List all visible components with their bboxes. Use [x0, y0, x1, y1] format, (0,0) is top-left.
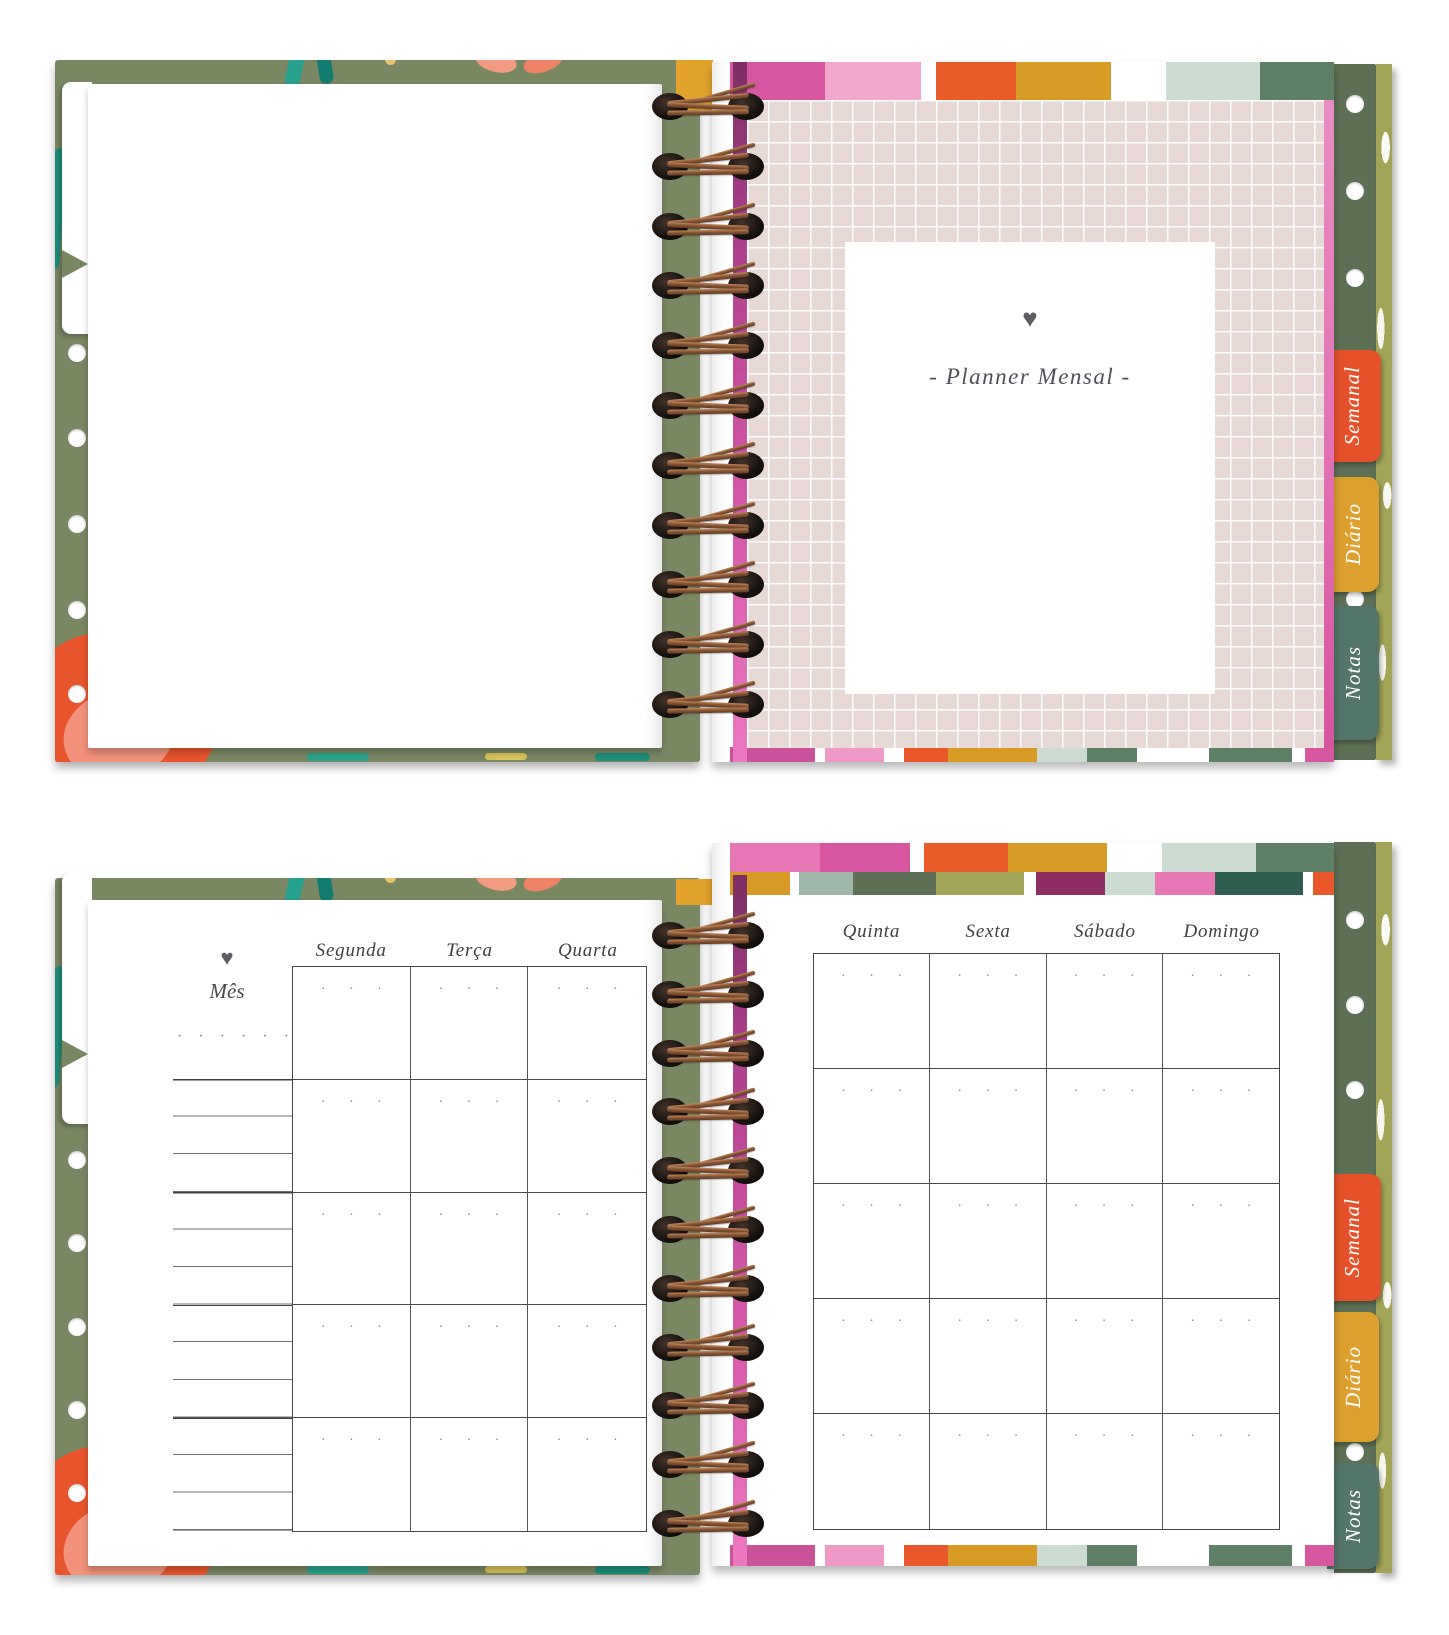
calendar-cell	[814, 1069, 930, 1184]
spiral-coil	[652, 1447, 764, 1483]
page-edge-stripe	[825, 747, 885, 762]
leaf-pattern-icon	[307, 1566, 369, 1574]
calendar-cell	[528, 1418, 646, 1531]
day-header: Domingo	[1183, 921, 1260, 942]
calendar-cell	[814, 954, 930, 1069]
page-edge-stripe	[1107, 843, 1162, 872]
coil-wire	[667, 528, 749, 534]
calendar-cell	[293, 1193, 411, 1306]
page-edge-stripe	[1303, 872, 1313, 895]
divider-tab-diario	[1327, 1312, 1379, 1442]
cover-punch-hole	[1346, 182, 1364, 200]
cover-punch-hole	[68, 1234, 86, 1252]
calendar-left-half	[292, 940, 647, 1532]
day-header: Sexta	[965, 921, 1011, 942]
calendar-cell	[1163, 1414, 1279, 1529]
spiral-coil	[652, 209, 764, 245]
cell-dots: · · ·	[1190, 1199, 1252, 1214]
page-edge-stripe	[799, 872, 853, 895]
calendar-cell	[814, 1414, 930, 1529]
spiral-coil	[652, 1094, 764, 1130]
cover-punch-hole	[68, 429, 86, 447]
tab-label: Notas	[1340, 645, 1365, 700]
flower-pattern-icon	[385, 60, 396, 65]
page-edge-stripe	[1008, 843, 1108, 872]
page-edge-stripe	[1036, 872, 1105, 895]
spiral-coil	[652, 1153, 764, 1189]
page-edge-stripe	[1256, 843, 1334, 872]
page-edge-stripe	[924, 843, 1008, 872]
page-edge-stripes	[730, 1545, 1334, 1566]
left-cover-holes	[68, 57, 86, 769]
page-edge-stripe	[1087, 1545, 1137, 1566]
spiral-binding	[652, 833, 764, 1580]
heart-icon: ♥	[1022, 304, 1038, 333]
cell-dots: · · ·	[1190, 1084, 1252, 1099]
page-edge-stripe	[1105, 872, 1155, 895]
flower-pattern-icon	[385, 878, 396, 883]
planner-spread-bottom	[55, 833, 1395, 1580]
month-label: Mês	[209, 979, 245, 1003]
calendar-cell	[411, 1305, 529, 1418]
page-edge-stripe	[1162, 843, 1256, 872]
calendar-cell	[1163, 1299, 1279, 1414]
tab-label: Semanal	[1339, 1197, 1364, 1278]
leaf-pattern-icon	[485, 753, 527, 760]
cell-dots: · · ·	[1190, 1429, 1252, 1444]
planner-spread-top	[55, 57, 1395, 769]
cell-dots: · · ·	[556, 1094, 618, 1110]
notes-lines	[173, 1079, 292, 1531]
spiral-coil	[652, 149, 764, 185]
calendar-cell	[814, 1299, 930, 1414]
page-edge-stripe	[1305, 1545, 1334, 1566]
page-edge-stripe	[1137, 747, 1208, 762]
day-header: Segunda	[315, 940, 387, 961]
cell-dots: · · ·	[841, 1314, 903, 1329]
page-edge-stripe	[1016, 62, 1111, 102]
coil-wire	[667, 229, 749, 235]
page-edge-stripes	[730, 747, 1334, 762]
calendar-cell	[293, 1418, 411, 1531]
page-edge-stripe	[884, 1545, 903, 1566]
calendar-cell	[1047, 1069, 1163, 1184]
cell-dots: · · ·	[320, 1433, 382, 1449]
calendar-cell	[411, 1193, 529, 1306]
month-header	[177, 945, 277, 1004]
page-edge-stripe	[1166, 62, 1259, 102]
cell-dots: · · ·	[556, 1207, 618, 1223]
page-edge-stripe	[948, 1545, 1037, 1566]
page-edge-stripe	[825, 1545, 885, 1566]
leaf-pattern-icon	[307, 753, 369, 761]
cell-dots: · · ·	[1190, 969, 1252, 984]
calendar-cell	[411, 967, 529, 1080]
tab-label: Semanal	[1339, 366, 1364, 446]
cover-punch-hole	[68, 515, 86, 533]
flower-pattern-icon	[521, 60, 565, 78]
cell-dots: · · ·	[841, 1084, 903, 1099]
page-edge-stripe	[1037, 747, 1087, 762]
cover-punch-hole	[68, 1151, 86, 1169]
spiral-coil	[652, 977, 764, 1013]
flower-pattern-icon	[473, 60, 519, 77]
intro-page	[712, 62, 1334, 762]
cell-dots: · · ·	[438, 1320, 500, 1336]
cell-dots: · · ·	[841, 1199, 903, 1214]
page-edge-stripe	[936, 62, 1016, 102]
calendar-cell	[411, 1418, 529, 1531]
spiral-coil	[652, 1271, 764, 1307]
spiral-coil	[652, 567, 764, 603]
calendar-cell	[1047, 1414, 1163, 1529]
cell-dots: · · ·	[1073, 1199, 1135, 1214]
cell-dots: · · ·	[1190, 1314, 1252, 1329]
day-header-row	[813, 921, 1280, 953]
calendar-cell	[930, 1299, 1046, 1414]
calendar-cell	[930, 1069, 1046, 1184]
calendar-cell	[411, 1080, 529, 1193]
monthly-right-page	[712, 843, 1334, 1566]
page-edge-stripe	[853, 872, 936, 895]
spiral-coil	[652, 1036, 764, 1072]
cell-dots: · · ·	[1073, 969, 1135, 984]
cell-dots: · · ·	[438, 1207, 500, 1223]
calendar-cell	[1047, 954, 1163, 1069]
cell-dots: · · ·	[438, 1094, 500, 1110]
page-edge-stripe	[948, 747, 1037, 762]
page-edge-stripe	[884, 747, 903, 762]
flower-pattern-icon	[473, 878, 519, 895]
page-edge-stripe	[1087, 747, 1137, 762]
calendar-cell	[1047, 1184, 1163, 1299]
day-header: Sábado	[1073, 921, 1136, 942]
left-cover-holes	[68, 833, 86, 1580]
cell-dots: · · ·	[841, 969, 903, 984]
spiral-binding	[652, 57, 764, 769]
cell-dots: · · ·	[556, 982, 618, 997]
cell-dots: · · ·	[1073, 1084, 1135, 1099]
spiral-coil	[652, 1388, 764, 1424]
leaf-pattern-icon	[313, 60, 334, 85]
heart-icon: ♥	[220, 945, 234, 970]
cover-punch-hole	[68, 1401, 86, 1419]
cell-dots: · · ·	[957, 969, 1019, 984]
spiral-coil	[652, 508, 764, 544]
spiral-coil	[652, 388, 764, 424]
cover-punch-hole	[68, 685, 86, 703]
page-edge-stripe	[820, 843, 910, 872]
intro-title-panel	[845, 242, 1215, 694]
page-edge-stripe	[825, 62, 920, 102]
page-edge-stripe	[904, 747, 948, 762]
cell-dots: · · ·	[957, 1084, 1019, 1099]
spiral-coil	[652, 627, 764, 663]
cell-dots: · · ·	[320, 1207, 382, 1223]
calendar-cell	[1047, 1299, 1163, 1414]
calendar-cell	[930, 954, 1046, 1069]
page-edge-stripes	[730, 843, 1334, 872]
leaf-pattern-icon	[595, 1566, 650, 1574]
cell-dots: · · ·	[438, 1433, 500, 1449]
calendar-cell	[528, 1305, 646, 1418]
cell-dots: · · ·	[438, 982, 500, 997]
calendar-cell	[528, 1193, 646, 1306]
calendar-cell	[293, 967, 411, 1080]
page-edge-stripe	[1215, 872, 1303, 895]
cell-dots: · · ·	[556, 1433, 618, 1449]
spiral-coil	[652, 328, 764, 364]
day-header: Quarta	[557, 940, 618, 961]
page-edge-stripe	[1037, 1545, 1087, 1566]
page-edge-stripe	[1305, 747, 1334, 762]
page-edge-stripe	[790, 872, 800, 895]
page-edge-stripe	[1209, 747, 1292, 762]
page-edge-stripes	[730, 872, 1334, 895]
page-edge-stripe	[1260, 62, 1334, 102]
page-edge-stripe	[1313, 872, 1334, 895]
page-edge-stripe	[1137, 1545, 1208, 1566]
calendar-cell	[1163, 954, 1279, 1069]
page-edge-stripe	[936, 872, 1024, 895]
cell-dots: · · ·	[556, 1320, 618, 1336]
monthly-left-page	[88, 900, 662, 1566]
flower-pattern-icon	[521, 878, 565, 896]
calendar-cell	[528, 1080, 646, 1193]
page-edge-stripe	[1292, 1545, 1306, 1566]
day-header-row	[292, 940, 647, 966]
cell-dots: · · ·	[320, 982, 382, 997]
page-edge-stripe	[1111, 62, 1166, 102]
cell-dots: · · ·	[957, 1314, 1019, 1329]
calendar-right-half	[813, 921, 1280, 1530]
leaf-pattern-icon	[595, 753, 650, 761]
page-edge-stripe	[904, 1545, 948, 1566]
spiral-coil	[652, 687, 764, 723]
divider-tab-diario	[1327, 477, 1379, 592]
cover-punch-hole	[68, 1318, 86, 1336]
calendar-cell	[930, 1414, 1046, 1529]
page-edge-stripe	[1155, 872, 1215, 895]
cell-dots: · · ·	[957, 1199, 1019, 1214]
day-header: Quinta	[842, 921, 901, 942]
calendar-cell	[1163, 1069, 1279, 1184]
cell-dots: · · ·	[320, 1094, 382, 1110]
divider-tab-notas	[1327, 606, 1379, 740]
coil-wire	[667, 1056, 749, 1062]
tab-label: Diário	[1340, 503, 1365, 566]
blank-left-page	[88, 84, 662, 748]
spiral-coil	[652, 448, 764, 484]
leaf-pattern-icon	[485, 1566, 527, 1573]
cover-punch-hole	[1346, 1443, 1364, 1461]
calendar-cell	[930, 1184, 1046, 1299]
calendar-cell	[293, 1080, 411, 1193]
spiral-coil	[652, 1212, 764, 1248]
page-edge-stripe	[815, 747, 825, 762]
day-header: Terça	[446, 940, 493, 961]
intro-title: - Planner Mensal -	[929, 364, 1131, 389]
cover-punch-hole	[1346, 95, 1364, 113]
coil-wire	[667, 1350, 749, 1356]
spiral-coil	[652, 1506, 764, 1542]
page-edge-stripe	[910, 843, 924, 872]
spiral-coil	[652, 1330, 764, 1366]
page-edge-stripe	[921, 62, 936, 102]
calendar-cell	[528, 967, 646, 1080]
spiral-coil	[652, 268, 764, 304]
cell-dots: · · ·	[841, 1429, 903, 1444]
page-edge-stripes	[730, 62, 1334, 102]
spiral-coil	[652, 918, 764, 954]
cover-punch-hole	[1346, 996, 1364, 1014]
page-edge-stripe	[1024, 872, 1036, 895]
cell-dots: · · ·	[957, 1429, 1019, 1444]
cover-punch-hole	[68, 344, 86, 362]
spiral-coil	[652, 89, 764, 125]
cell-dots: · · ·	[1073, 1429, 1135, 1444]
cover-punch-hole	[1346, 911, 1364, 929]
calendar-grid	[292, 966, 647, 1532]
page-pink-edge	[1324, 100, 1334, 748]
divider-tab-notas	[1327, 1463, 1379, 1569]
cell-dots: · · ·	[1073, 1314, 1135, 1329]
cover-punch-hole	[68, 1484, 86, 1502]
calendar-cell	[1163, 1184, 1279, 1299]
cover-punch-hole	[1346, 1081, 1364, 1099]
calendar-grid	[813, 953, 1280, 1530]
page-edge-stripe	[1209, 1545, 1292, 1566]
calendar-cell	[814, 1184, 930, 1299]
tab-label: Notas	[1340, 1488, 1365, 1543]
month-dotted-line: · · · · · ·	[177, 1028, 289, 1045]
cell-dots: · · ·	[320, 1320, 382, 1336]
calendar-cell	[293, 1305, 411, 1418]
cover-punch-hole	[1346, 269, 1364, 287]
page-edge-stripe	[815, 1545, 825, 1566]
cover-punch-hole	[68, 601, 86, 619]
page-edge-stripe	[1292, 747, 1306, 762]
tab-label: Diário	[1340, 1345, 1365, 1408]
